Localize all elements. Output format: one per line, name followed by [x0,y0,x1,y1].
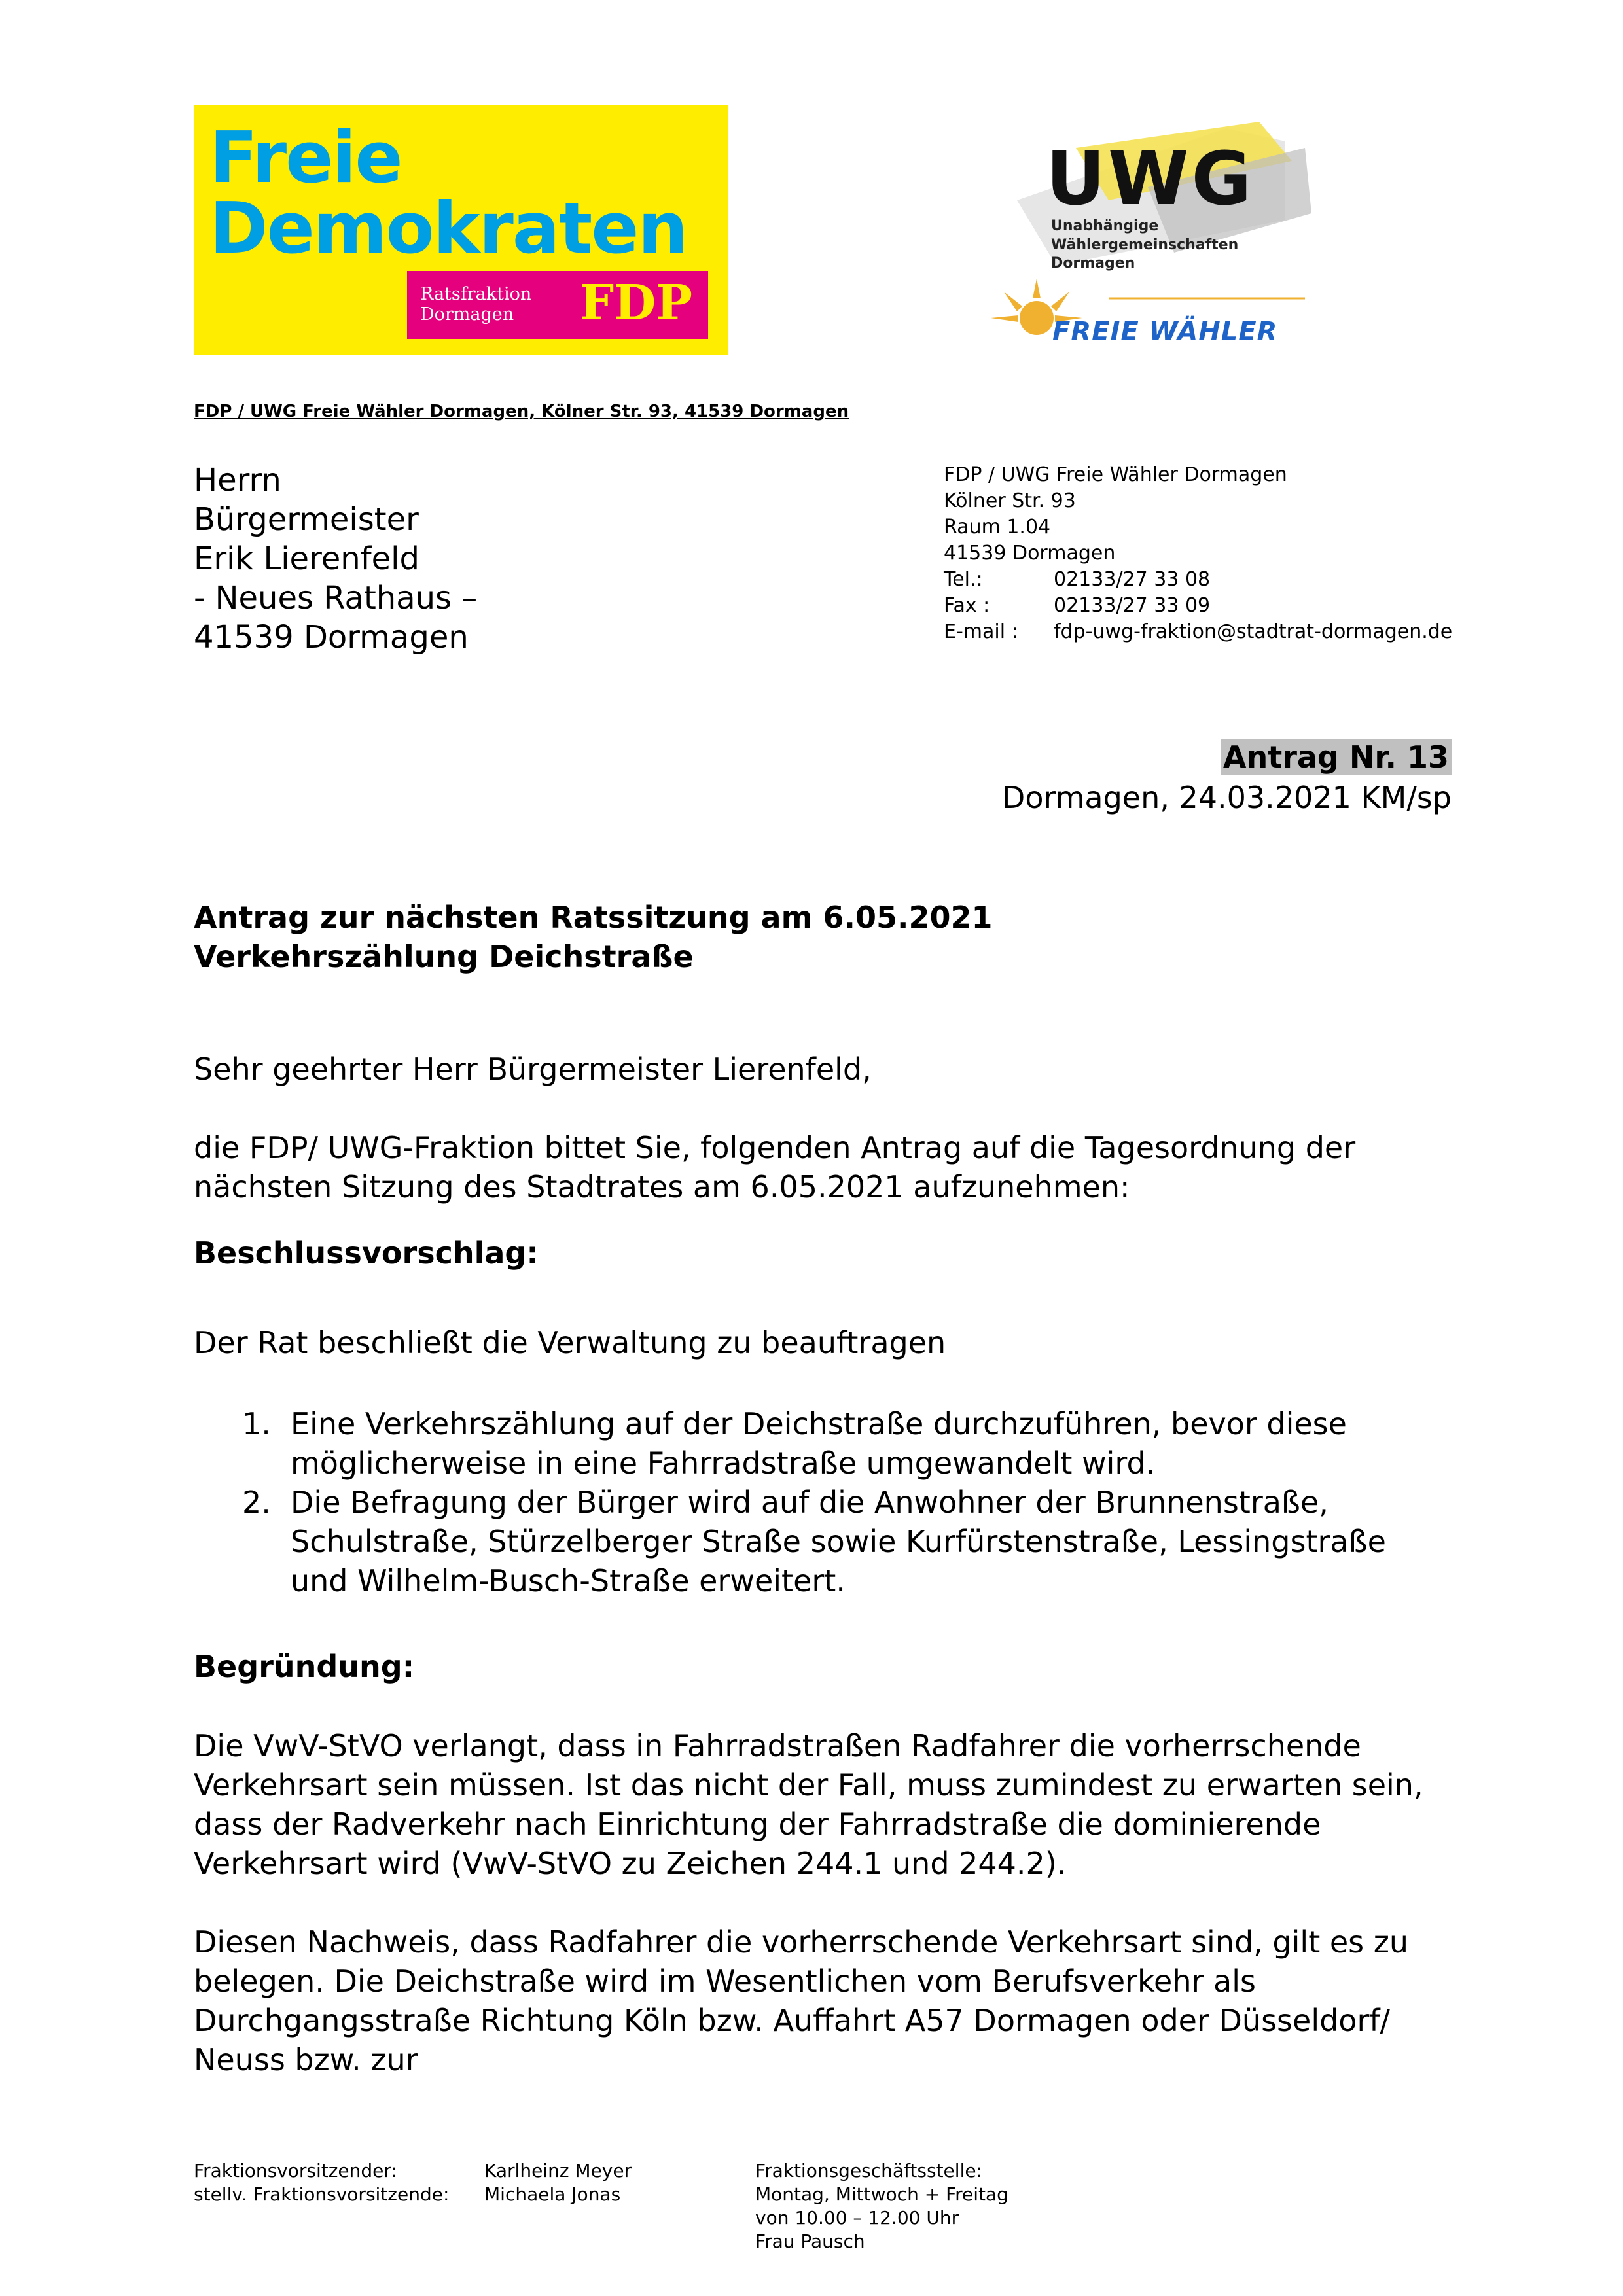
uwg-logo-tagline: FREIE WÄHLER [1052,317,1278,347]
fdp-logo-box [407,271,708,339]
list-item [242,1404,1420,1483]
sender-address [944,462,1452,645]
fdp-logo-line2: Demokraten [209,188,687,270]
sender-return-line: FDP / UWG Freie Wähler Dormagen, Kölner Str. 93, 41539 Dormagen [194,402,849,421]
salutation: Sehr geehrter Herr Bürgermeister Lierenfeld, [194,1051,872,1087]
footer-office-line: Montag, Mittwoch + Freitag [755,2183,1008,2205]
uwg-logo-sub2: Wählergemeinschaften [1051,236,1239,253]
subject-line: Antrag zur nächsten Ratssitzung am 6.05.2021 [194,900,993,935]
begruendung-paragraph-1: Die VwV-StVO verlangt, dass in Fahrradstraßen Radfahrer die vorherrschende Verkehrsart sein müssen. Ist das nicht der Fall, muss zumindest zu erwarten sein, dass der Radverkehr nach Einrichtung der Fahrradstraße die dominierende Verkehrsart wird (VwV-StVO zu Zeichen 244.1 und 244.2). [194,1728,1423,1881]
footer-role: stellv. Fraktionsvorsitzende: [194,2183,450,2205]
footer-names [484,2159,632,2206]
uwg-logo-subtitle [1051,217,1238,274]
footer-office-line: von 10.00 – 12.00 Uhr [755,2207,959,2229]
fdp-logo-subtitle [420,284,531,325]
fdp-logo [194,105,728,355]
begruendung-paragraph-2: Diesen Nachweis, dass Radfahrer die vorherrschende Verkehrsart sind, gilt es zu belegen. Die Deichstraße wird im Wesentlichen vom Berufsverkehr als Durchgangsstraße Richtung Köln bzw. Auffahrt A57 Dormagen oder Düsseldorf/ Neuss bzw. zur [194,1924,1409,2077]
sender-fax [944,593,1452,619]
footer-role: Fraktionsvorsitzender: [194,2160,397,2181]
footer-roles [194,2159,449,2206]
list-item-text: Eine Verkehrszählung auf der Deichstraße durchzuführen, bevor diese möglicherweise in eine Fahrradstraße umgewandelt wird. [291,1406,1347,1481]
fdp-logo-sub1: Ratsfraktion [420,284,532,304]
fdp-logo-abbr: FDP [579,275,692,331]
list-item [242,1483,1420,1600]
recipient-line: Erik Lierenfeld [194,540,419,577]
sender-line: Raum 1.04 [944,516,1051,539]
letter-date: Dormagen, 24.03.2021 KM/sp [1001,780,1452,815]
sender-phone-value: 02133/27 33 08 [1054,568,1211,591]
footer-office-line: Fraktionsgeschäftsstelle: [755,2160,983,2181]
beschluss-list [242,1404,1420,1600]
fdp-logo-sub2: Dormagen [420,304,514,325]
list-item-number: 2. [242,1485,271,1520]
subject-line: Verkehrszählung Deichstraße [194,939,694,974]
recipient-line: - Neues Rathaus – [194,580,478,616]
recipient-line: Bürgermeister [194,501,419,538]
recipient-line: Herrn [194,462,281,499]
subject [194,898,993,976]
sender-fax-value: 02133/27 33 09 [1054,594,1211,617]
beschluss-intro: Der Rat beschließt die Verwaltung zu beauftragen [194,1325,946,1360]
footer-name: Michaela Jonas [484,2183,621,2205]
antrag-number: Antrag Nr. 13 [1221,739,1452,775]
uwg-logo-sub3: Dormagen [1051,255,1135,272]
uwg-logo [978,102,1318,353]
sender-line: 41539 Dormagen [944,542,1116,565]
footer-office-line: Frau Pausch [755,2231,865,2252]
sender-email-value: fdp-uwg-fraktion@stadtrat-dormagen.de [1054,620,1453,643]
uwg-logo-title: UWG [1046,137,1255,222]
sender-phone-label: Tel.: [944,568,983,591]
footer-office [755,2159,1008,2253]
sender-email [944,619,1452,645]
sender-email-label: E-mail : [944,620,1018,643]
intro-paragraph: die FDP/ UWG-Fraktion bittet Sie, folgenden Antrag auf die Tagesordnung der nächsten Sitzung des Stadtrates am 6.05.2021 aufzunehmen: [194,1130,1356,1205]
sender-fax-label: Fax : [944,594,990,617]
sender-line: FDP / UWG Freie Wähler Dormagen [944,463,1287,486]
begruendung-heading: Begründung: [194,1649,415,1684]
list-item-number: 1. [242,1406,271,1441]
beschluss-heading: Beschlussvorschlag: [194,1235,539,1271]
list-item-text: Die Befragung der Bürger wird auf die Anwohner der Brunnenstraße, Schulstraße, Stürzelberger Straße sowie Kurfürstenstraße, Lessingstraße und Wilhelm-Busch-Straße erweitert. [291,1485,1386,1598]
footer-name: Karlheinz Meyer [484,2160,632,2181]
fdp-logo-line1: Freie [209,117,402,199]
uwg-logo-sub1: Unabhängige [1051,218,1159,234]
recipient-address [194,461,477,657]
recipient-line: 41539 Dormagen [194,619,469,656]
sender-phone [944,567,1452,593]
sender-line: Kölner Str. 93 [944,489,1076,512]
